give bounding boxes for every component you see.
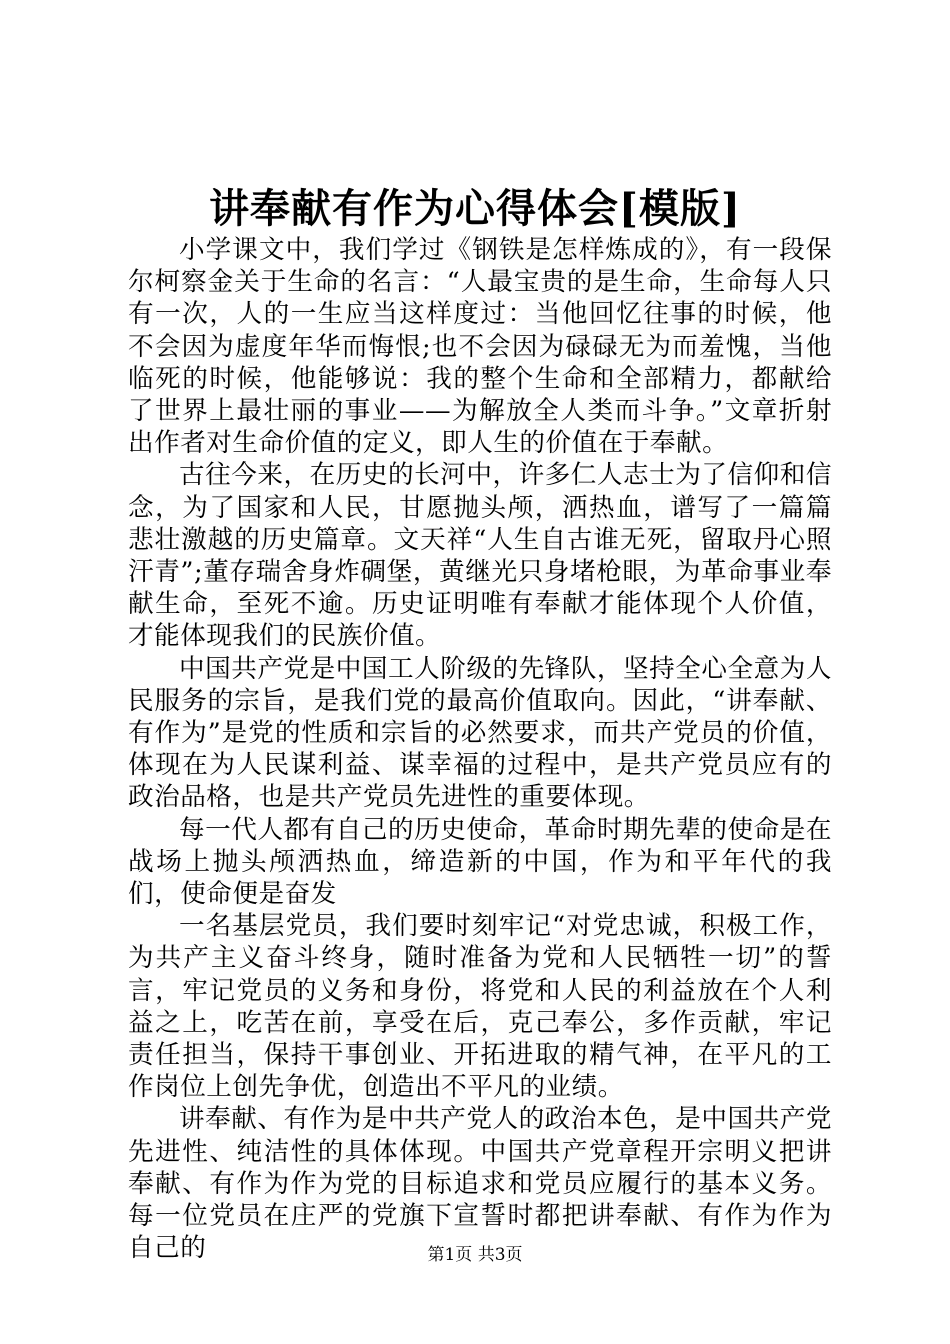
document-body (128, 234, 832, 1265)
paragraph-3: 中国共产党是中国工人阶级的先锋队，坚持全心全意为人民服务的宗旨，是我们党的最高价值取向。因此，“讲奉献、有作为”是党的性质和宗旨的必然要求，而共产党员的价值，体现在为人民谋利益、谋幸福的过程中，是共产党员应有的政治品格，也是共产党员先进性的重要体现。 (128, 653, 832, 813)
paragraph-6: 讲奉献、有作为是中共产党人的政治本色，是中国共产党先进性、纯洁性的具体体现。中国共产党章程开宗明义把讲奉献、有作为作为党的目标追求和党员应履行的基本义务。每一位党员在庄严的党旗下宣誓时都把讲奉献、有作为作为自己的 (128, 1104, 832, 1264)
page-number-footer: 第1页 共3页 (427, 1245, 523, 1265)
paragraph-5: 一名基层党员，我们要时刻牢记“对党忠诚，积极工作，为共产主义奋斗终身，随时准备为党和人民牺牲一切”的誓言，牢记党员的义务和身份，将党和人民的利益放在个人利益之上，吃苦在前，享受在后，克己奉公，多作贡献，牢记责任担当，保持干事创业、开拓进取的精气神，在平凡的工作岗位上创先争优，创造出不平凡的业绩。 (128, 911, 832, 1103)
paragraph-4: 每一代人都有自己的历史使命，革命时期先辈的使命是在战场上抛头颅洒热血，缔造新的中国，作为和平年代的我们，使命便是奋发 (128, 814, 832, 910)
paragraph-2: 古往今来，在历史的长河中，许多仁人志士为了信仰和信念，为了国家和人民，甘愿抛头颅，洒热血，谱写了一篇篇悲壮激越的历史篇章。文天祥“人生自古谁无死，留取丹心照汗青”;董存瑞舍身炸碉堡，黄继光只身堵枪眼，为革命事业奉献生命，至死不逾。历史证明唯有奉献才能体现个人价值，才能体现我们的民族价值。 (128, 460, 832, 652)
document-title: 讲奉献有作为心得体会[模版] (209, 185, 741, 232)
paragraph-1: 小学课文中，我们学过《钢铁是怎样炼成的》，有一段保尔柯察金关于生命的名言：“人最宝贵的是生命，生命每人只有一次，人的一生应当这样度过：当他回忆往事的时候，他不会因为虚度年华而悔恨;也不会因为碌碌无为而羞愧，当他临死的时候，他能够说：我的整个生命和全部精力，都献给了世界上最壮丽的事业——为解放全人类而斗争。”文章折射出作者对生命价值的定义，即人生的价值在于奉献。 (128, 235, 832, 459)
